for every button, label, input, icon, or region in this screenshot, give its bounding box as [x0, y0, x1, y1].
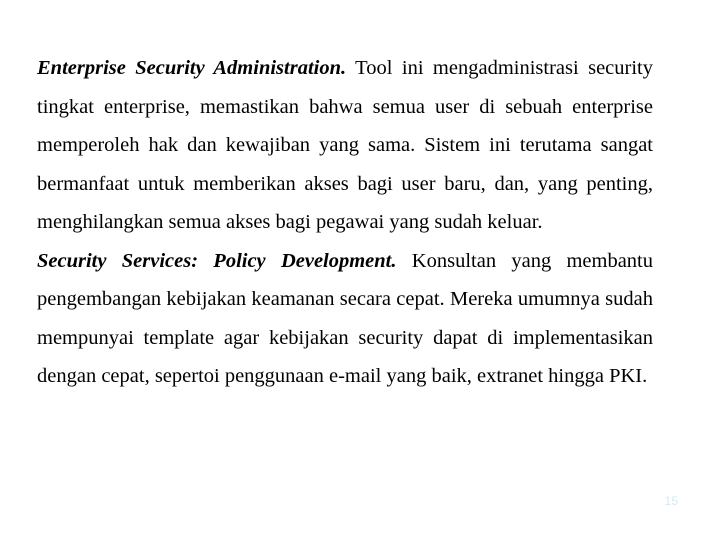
paragraph-security-services-policy-development [37, 242, 653, 396]
slide-body [37, 49, 653, 396]
paragraph-text: Konsultan yang membantu pengembangan kebijakan keamanan secara cepat. Mereka umumnya sudah mempunyai template agar kebijakan security dapat di implementasikan dengan cepat, sepertoi penggunaan e-mail yang baik, extranet hingga PKI. [37, 249, 654, 387]
term-heading: Security Services: Policy Development. [37, 249, 397, 272]
term-heading: Enterprise Security Administration. [37, 57, 347, 79]
page-number: 15 [664, 494, 678, 508]
paragraph-enterprise-security-administration [37, 49, 653, 242]
paragraph-text: Tool ini mengadministrasi security tingkat enterprise, memastikan bahwa semua user di sebuah enterprise memperoleh hak dan kewajiban yang sama. Sistem ini terutama sangat bermanfaat untuk memberikan akses bagi user baru, dan, yang penting, menghilangkan semua akses bagi pegawai yang sudah keluar. [37, 57, 653, 233]
